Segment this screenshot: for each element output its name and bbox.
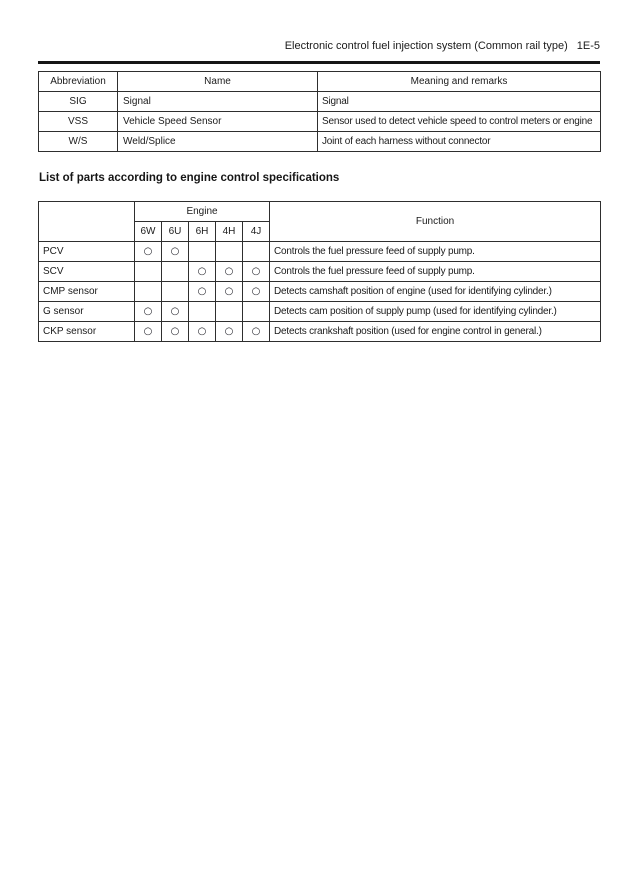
- name-cell: Weld/Splice: [118, 131, 318, 151]
- col-header-name: Name: [118, 71, 318, 91]
- abbreviation-table-header-row: [39, 71, 601, 91]
- table-row: [39, 321, 601, 341]
- engine-mark-cell: [135, 281, 162, 301]
- function-cell: Detects cam position of supply pump (used for identifying cylinder.): [270, 301, 601, 321]
- function-cell: Controls the fuel pressure feed of supply pump.: [270, 241, 601, 261]
- engine-mark-cell: ○: [135, 241, 162, 261]
- engine-mark-cell: [243, 241, 270, 261]
- abbrev-cell: W/S: [39, 131, 118, 151]
- meaning-cell: Joint of each harness without connector: [318, 131, 601, 151]
- table-row: [39, 111, 601, 131]
- engine-mark-cell: ○: [189, 321, 216, 341]
- header-page-code: 1E-5: [576, 40, 600, 52]
- page-content: [38, 0, 600, 342]
- engine-mark-cell: [216, 241, 243, 261]
- engine-mark-cell: [243, 301, 270, 321]
- function-header: Function: [270, 201, 601, 241]
- engine-mark-cell: [189, 301, 216, 321]
- engine-mark-cell: ○: [162, 241, 189, 261]
- engine-col-header-4j: 4J: [243, 221, 270, 241]
- header-rule: [38, 61, 600, 64]
- table-row: [39, 241, 601, 261]
- part-name-cell: G sensor: [39, 301, 135, 321]
- engine-mark-cell: [162, 261, 189, 281]
- engine-mark-cell: ○: [135, 301, 162, 321]
- engine-mark-cell: [135, 261, 162, 281]
- table-row: [39, 131, 601, 151]
- abbrev-cell: VSS: [39, 111, 118, 131]
- engine-mark-cell: [189, 241, 216, 261]
- engine-mark-cell: ○: [243, 321, 270, 341]
- engine-mark-cell: ○: [243, 281, 270, 301]
- function-cell: Detects camshaft position of engine (used for identifying cylinder.): [270, 281, 601, 301]
- section-heading: List of parts according to engine control specifications: [39, 171, 340, 184]
- parts-table-header-row-1: [39, 201, 601, 221]
- meaning-cell: Signal: [318, 91, 601, 111]
- engine-mark-cell: ○: [216, 321, 243, 341]
- engine-mark-cell: ○: [189, 261, 216, 281]
- engine-mark-cell: [216, 301, 243, 321]
- engine-col-header-6u: 6U: [162, 221, 189, 241]
- function-cell: Controls the fuel pressure feed of supply pump.: [270, 261, 601, 281]
- engine-mark-cell: ○: [216, 261, 243, 281]
- meaning-cell: Sensor used to detect vehicle speed to control meters or engine: [318, 111, 601, 131]
- part-name-cell: SCV: [39, 261, 135, 281]
- part-name-cell: CKP sensor: [39, 321, 135, 341]
- engine-group-header: Engine: [135, 201, 270, 221]
- table-row: [39, 91, 601, 111]
- engine-mark-cell: ○: [216, 281, 243, 301]
- table-row: [39, 301, 601, 321]
- part-name-cell: CMP sensor: [39, 281, 135, 301]
- name-cell: Vehicle Speed Sensor: [118, 111, 318, 131]
- engine-mark-cell: ○: [135, 321, 162, 341]
- engine-col-header-4h: 4H: [216, 221, 243, 241]
- page-header: [38, 40, 600, 53]
- parts-table: [38, 201, 601, 342]
- abbrev-cell: SIG: [39, 91, 118, 111]
- engine-mark-cell: ○: [162, 301, 189, 321]
- header-title: Electronic control fuel injection system (Common rail type): [284, 40, 568, 52]
- table-row: [39, 281, 601, 301]
- engine-mark-cell: ○: [162, 321, 189, 341]
- name-cell: Signal: [118, 91, 318, 111]
- engine-mark-cell: [162, 281, 189, 301]
- corner-cell: [39, 201, 135, 241]
- col-header-abbreviation: Abbreviation: [39, 71, 118, 91]
- engine-col-header-6w: 6W: [135, 221, 162, 241]
- engine-col-header-6h: 6H: [189, 221, 216, 241]
- abbreviation-table: [38, 71, 601, 152]
- table-row: [39, 261, 601, 281]
- col-header-meaning: Meaning and remarks: [318, 71, 601, 91]
- engine-mark-cell: ○: [189, 281, 216, 301]
- engine-mark-cell: ○: [243, 261, 270, 281]
- part-name-cell: PCV: [39, 241, 135, 261]
- function-cell: Detects crankshaft position (used for engine control in general.): [270, 321, 601, 341]
